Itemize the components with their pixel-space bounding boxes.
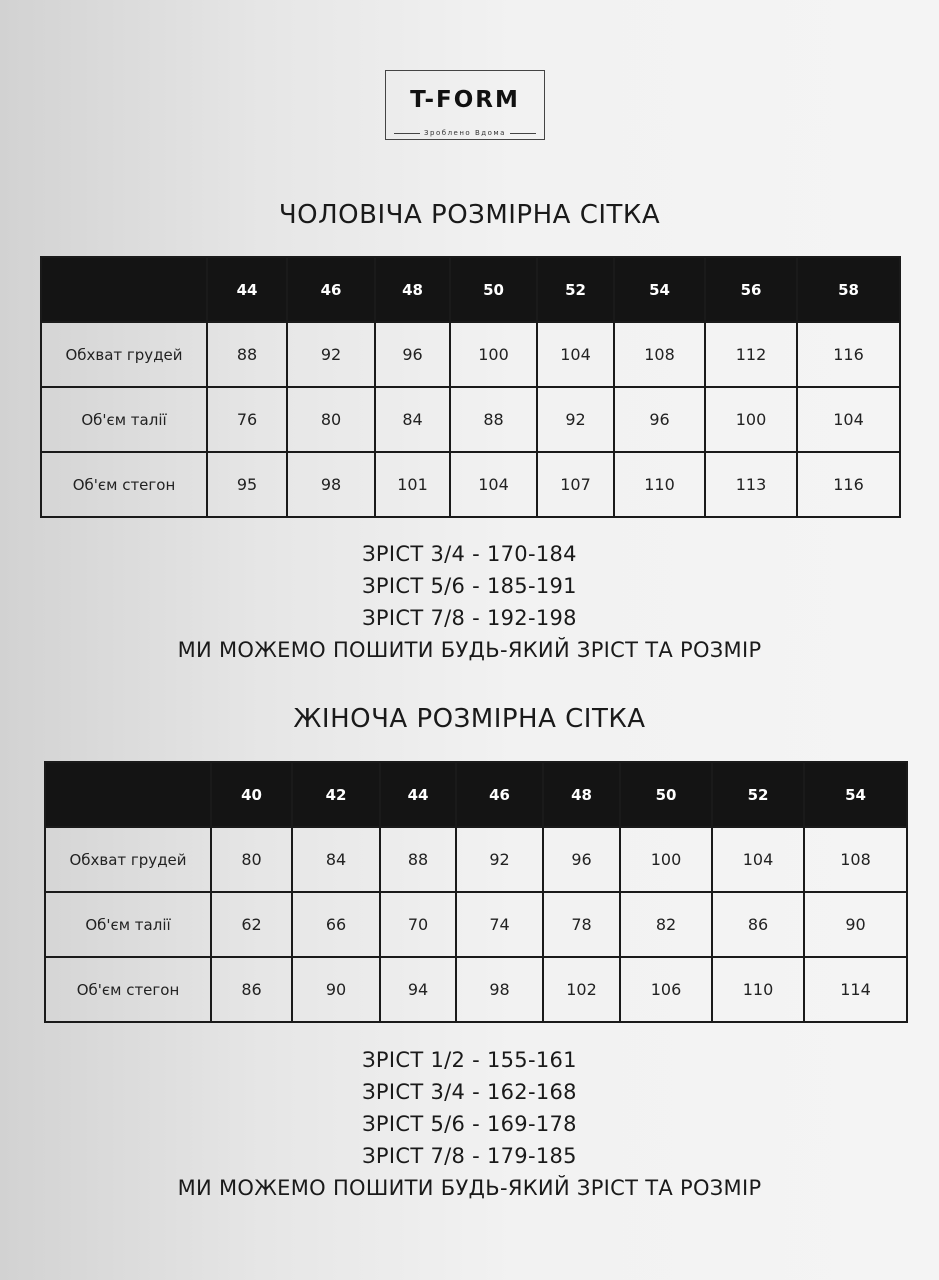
- row-label: Обхват грудей: [45, 827, 211, 892]
- table-cell: 96: [543, 827, 620, 892]
- logo-tagline: Зроблено Вдома: [386, 129, 544, 137]
- table-cell: 104: [712, 827, 804, 892]
- table-cell: 86: [712, 892, 804, 957]
- height-note: ЗРІСТ 7/8 - 192-198: [362, 606, 577, 630]
- table-cell: 104: [797, 387, 900, 452]
- men-size-table: [40, 256, 901, 518]
- table-cell: 110: [614, 452, 705, 517]
- custom-order-note: МИ МОЖЕМО ПОШИТИ БУДЬ-ЯКИЙ ЗРІСТ ТА РОЗМІР: [177, 1176, 762, 1200]
- header-corner-cell: [41, 257, 207, 322]
- size-header: 52: [537, 257, 614, 322]
- size-header: 50: [450, 257, 537, 322]
- size-header: 46: [287, 257, 375, 322]
- height-note: ЗРІСТ 3/4 - 162-168: [362, 1080, 577, 1104]
- table-cell: 96: [375, 322, 450, 387]
- size-header: 54: [614, 257, 705, 322]
- table-cell: 90: [804, 892, 907, 957]
- table-cell: 100: [705, 387, 797, 452]
- table-cell: 95: [207, 452, 287, 517]
- custom-order-note: МИ МОЖЕМО ПОШИТИ БУДЬ-ЯКИЙ ЗРІСТ ТА РОЗМІР: [177, 638, 762, 662]
- table-cell: 74: [456, 892, 543, 957]
- height-note: ЗРІСТ 3/4 - 170-184: [362, 542, 577, 566]
- row-label: Об'єм талії: [41, 387, 207, 452]
- table-cell: 92: [537, 387, 614, 452]
- row-label: Об'єм талії: [45, 892, 211, 957]
- table-cell: 98: [456, 957, 543, 1022]
- table-cell: 116: [797, 452, 900, 517]
- size-header: 42: [292, 762, 380, 827]
- size-header: 56: [705, 257, 797, 322]
- table-cell: 90: [292, 957, 380, 1022]
- table-cell: 116: [797, 322, 900, 387]
- table-cell: 78: [543, 892, 620, 957]
- table-cell: 112: [705, 322, 797, 387]
- table-cell: 98: [287, 452, 375, 517]
- row-label: Об'єм стегон: [41, 452, 207, 517]
- size-header: 52: [712, 762, 804, 827]
- table-cell: 107: [537, 452, 614, 517]
- table-cell: 101: [375, 452, 450, 517]
- women-height-notes: [0, 1044, 939, 1204]
- row-label: Обхват грудей: [41, 322, 207, 387]
- table-row: [45, 957, 907, 1022]
- table-cell: 80: [287, 387, 375, 452]
- table-cell: 86: [211, 957, 292, 1022]
- table-cell: 96: [614, 387, 705, 452]
- table-cell: 100: [450, 322, 537, 387]
- table-cell: 106: [620, 957, 712, 1022]
- size-header: 44: [380, 762, 456, 827]
- table-cell: 84: [292, 827, 380, 892]
- women-size-table: [44, 761, 908, 1023]
- table-cell: 108: [804, 827, 907, 892]
- table-cell: 108: [614, 322, 705, 387]
- height-note: ЗРІСТ 1/2 - 155-161: [362, 1048, 577, 1072]
- table-cell: 76: [207, 387, 287, 452]
- table-cell: 110: [712, 957, 804, 1022]
- size-header: 54: [804, 762, 907, 827]
- logo-wordmark: T-FORM: [410, 87, 520, 113]
- table-cell: 92: [456, 827, 543, 892]
- table-cell: 80: [211, 827, 292, 892]
- row-label: Об'єм стегон: [45, 957, 211, 1022]
- table-cell: 102: [543, 957, 620, 1022]
- table-cell: 62: [211, 892, 292, 957]
- size-header: 40: [211, 762, 292, 827]
- size-header: 50: [620, 762, 712, 827]
- size-header: 44: [207, 257, 287, 322]
- table-cell: 92: [287, 322, 375, 387]
- table-cell: 100: [620, 827, 712, 892]
- table-cell: 66: [292, 892, 380, 957]
- table-cell: 104: [450, 452, 537, 517]
- table-cell: 104: [537, 322, 614, 387]
- men-header-row: [41, 257, 900, 322]
- table-cell: 88: [450, 387, 537, 452]
- height-note: ЗРІСТ 5/6 - 169-178: [362, 1112, 577, 1136]
- size-header: 48: [543, 762, 620, 827]
- header-corner-cell: [45, 762, 211, 827]
- table-cell: 88: [207, 322, 287, 387]
- table-row: [45, 827, 907, 892]
- table-row: [41, 322, 900, 387]
- table-cell: 113: [705, 452, 797, 517]
- table-row: [41, 452, 900, 517]
- women-size-chart-title: ЖІНОЧА РОЗМІРНА СІТКА: [293, 704, 646, 734]
- size-header: 48: [375, 257, 450, 322]
- table-cell: 84: [375, 387, 450, 452]
- women-header-row: [45, 762, 907, 827]
- brand-logo: [385, 70, 545, 140]
- table-row: [45, 892, 907, 957]
- table-cell: 70: [380, 892, 456, 957]
- size-header: 58: [797, 257, 900, 322]
- table-cell: 82: [620, 892, 712, 957]
- table-cell: 94: [380, 957, 456, 1022]
- table-cell: 88: [380, 827, 456, 892]
- size-header: 46: [456, 762, 543, 827]
- table-cell: 114: [804, 957, 907, 1022]
- men-size-chart-title: ЧОЛОВІЧА РОЗМІРНА СІТКА: [278, 200, 661, 230]
- height-note: ЗРІСТ 5/6 - 185-191: [362, 574, 577, 598]
- table-row: [41, 387, 900, 452]
- height-note: ЗРІСТ 7/8 - 179-185: [362, 1144, 577, 1168]
- men-height-notes: [0, 538, 939, 666]
